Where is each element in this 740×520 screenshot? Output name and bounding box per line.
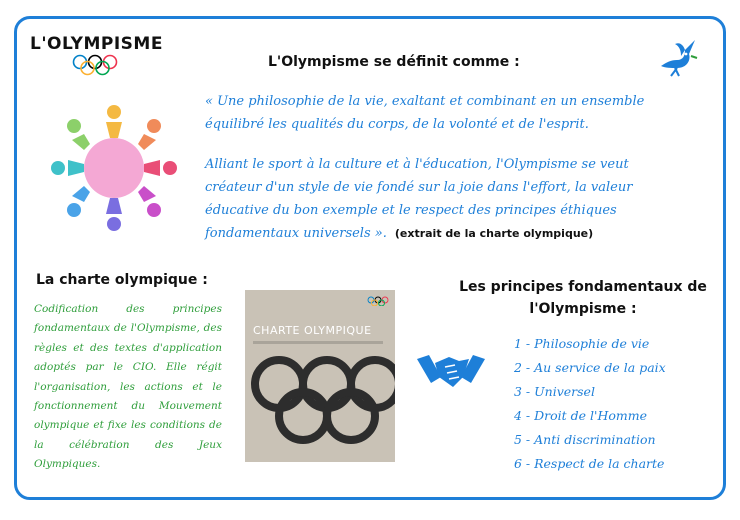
- excerpt-note: (extrait de la charte olympique): [394, 227, 594, 240]
- principles-list: [514, 332, 666, 476]
- principle-item: 5 - Anti discrimination: [514, 432, 656, 447]
- handshake-icon: [415, 347, 487, 393]
- principle-item: 6 - Respect de la charte: [514, 456, 665, 471]
- principles-heading: [448, 276, 718, 320]
- definition-paragraph-2: [205, 153, 675, 245]
- olympic-rings-icon: [72, 54, 122, 76]
- definition-paragraph-2-text: Alliant le sport à la culture et à l'éducation, l'Olympisme se veut créateur d'un style de vie fondé sur la joie dans l'effort, la valeur éducative du bon exemple et le respect des principes éthiques fondamentaux universels ».: [205, 157, 633, 241]
- charte-heading: La charte olympique :: [36, 272, 208, 288]
- cover-large-rings-icon: [245, 352, 395, 462]
- cover-rings-small-icon: [367, 296, 389, 306]
- principle-item: 4 - Droit de l'Homme: [514, 408, 647, 423]
- definition-paragraph-1: « Une philosophie de la vie, exaltant et combinant en un ensemble équilibré les qualités du corps, de la volonté et de l'esprit.: [205, 94, 645, 132]
- peace-dove-icon: [655, 36, 699, 80]
- principles-heading-line-1: Les principes fondamentaux de: [459, 279, 707, 295]
- definition-heading: L'Olympisme se définit comme :: [268, 54, 520, 70]
- principles-heading-line-2: l'Olympisme :: [529, 301, 637, 317]
- cover-title: CHARTE OLYMPIQUE: [253, 324, 372, 337]
- people-circle-icon: [44, 98, 184, 238]
- brand: [30, 34, 163, 54]
- cover-subtitle-bar: [253, 341, 383, 344]
- principle-item: 1 - Philosophie de vie: [514, 336, 650, 351]
- charte-text: Codification des principes fondamentaux de l'Olympisme, des règles et des textes d'application adoptés par le CIO. Elle régit l'organisation, les actions et le fonctionnement du Mouvement olympique et fixe les conditions de la célébration des Jeux Olympiques.: [34, 303, 222, 471]
- charte-cover-photo: [245, 290, 395, 462]
- brand-title: L'OLYMPISME: [30, 34, 163, 54]
- principle-item: 2 - Au service de la paix: [514, 360, 666, 375]
- principle-item: 3 - Universel: [514, 384, 595, 399]
- definition-text: [205, 90, 675, 262]
